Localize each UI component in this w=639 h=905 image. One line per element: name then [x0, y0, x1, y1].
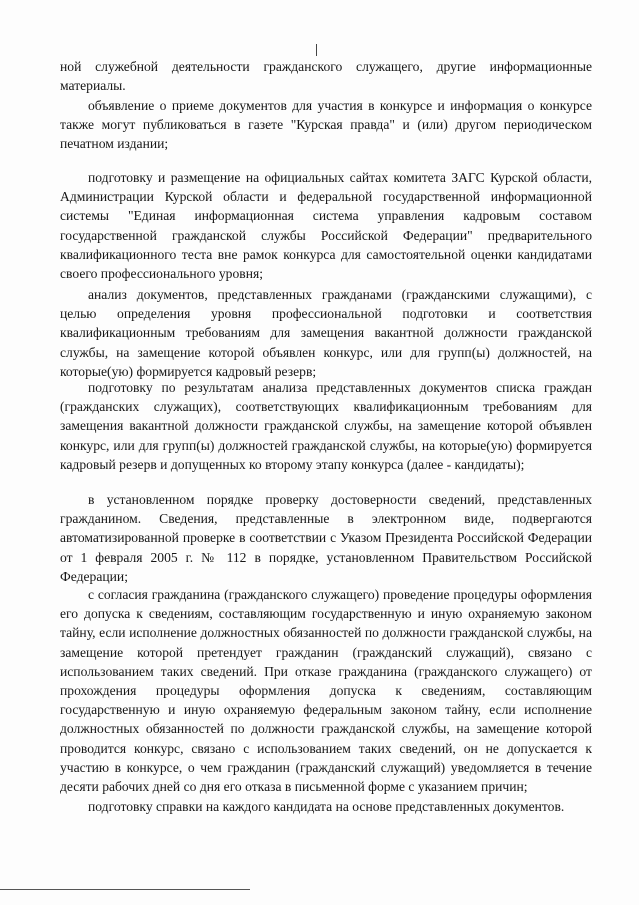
paragraph-qualification-test: подготовку и размещение на официальных сайтах комитета ЗАГС Курской области, Администрации Курской области и федеральной государственной информационной системы "Единая информационная система управления кадровым составом государственной гражданской службы Российской Федерации" предварительного квалификационного теста вне рамок конкурса для самостоятельной оценки кандидатами своего профессионального уровня;: [60, 170, 592, 282]
paragraph-announcement-publication: объявление о приеме документов для участия в конкурсе и информация о конкурсе также могут публиковаться в газете "Курская правда" и (или) другом периодическом печатном издании;: [60, 98, 592, 152]
paragraph-candidate-list: подготовку по результатам анализа представленных документов списка граждан (гражданских служащих), соответствующих квалификационным требованиям для замещения вакантной должности гражданской службы, на замещение которой объявлен конкурс, или для групп(ы) должностей гражданской службы, на которые(ую) формируется кадровый резерв и допущенных ко второму этапу конкурса (далее - кандидаты);: [60, 380, 592, 472]
paragraph-document-analysis: анализ документов, представленных гражданами (гражданскими служащими), с целью определения уровня профессиональной подготовки и соответствия квалификационным требованиям для замещения вакантной должности гражданской службы, на замещение которой объявлен конкурс, или для групп(ы) должностей, на которые(ую) формируется кадровый резерв;: [60, 287, 592, 379]
scan-mark: [316, 44, 317, 56]
paragraph-security-clearance: с согласия гражданина (гражданского служащего) проведение процедуры оформления его допуска к сведениям, составляющим государственную и иную охраняемую законом тайну, если исполнение должностных обязанностей по должности гражданской службы, на замещение которой претендует гражданин (гражданский служащий), связано с использованием таких сведений. При отказе гражданина (гражданского служащего) от прохождения процедуры оформления допуска к сведениям, составляющим государственную и иную охраняемую федеральным законом тайну, если исполнение должностных обязанностей по должности гражданской службы, на замещение которой проводится конкурс, связано с использованием таких сведений, он не допускается к участию в конкурсе, о чем гражданин (гражданский служащий) уведомляется в течение десяти рабочих дней со дня его отказа в письменной форме с указанием причин;: [60, 587, 592, 795]
paragraph-candidate-reference: подготовку справки на каждого кандидата на основе представленных документов.: [88, 799, 565, 814]
page-edge-line: [0, 889, 250, 890]
paragraph-continuation: ной служебной деятельности гражданского служащего, другие информационные материалы.: [60, 59, 592, 94]
paragraph-verification: в установленном порядке проверку достоверности сведений, представленных гражданином. Сведения, представленные в электронном виде, подвергаются автоматизированной проверке в соответствии с Указом Президента Российской Федерации от 1 февраля 2005 г. № 112 в порядке, установленном Правительством Российской Федерации;: [60, 492, 592, 584]
